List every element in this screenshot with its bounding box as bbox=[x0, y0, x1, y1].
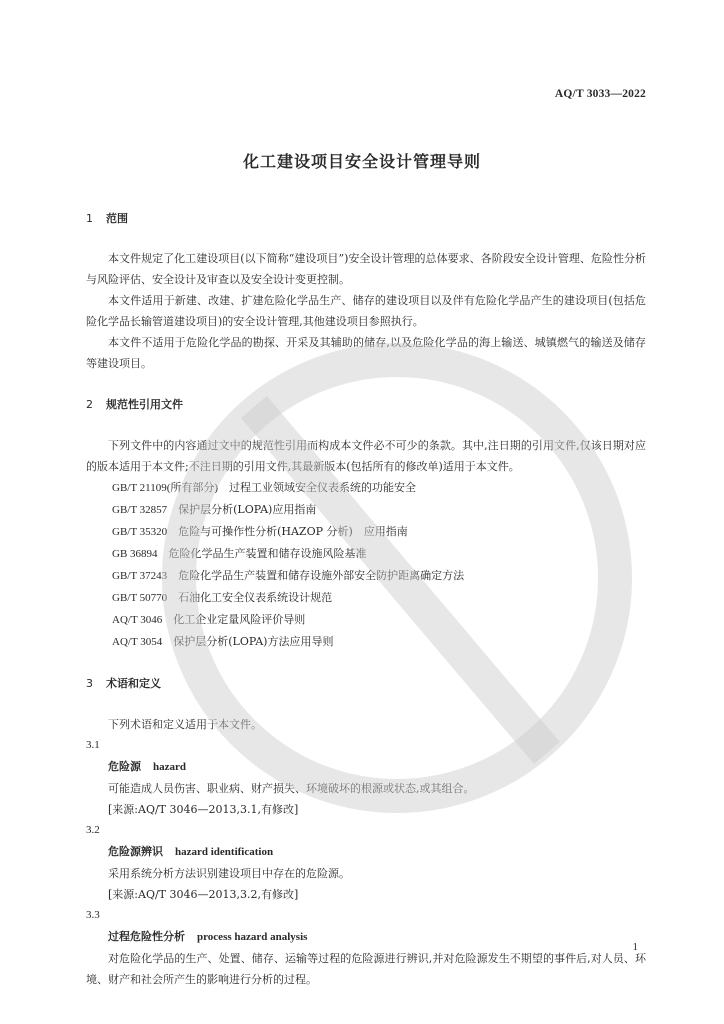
term-definition: 采用系统分析方法识别建设项目中存在的危险源。 bbox=[108, 867, 350, 880]
terms-intro-paragraph: 下列术语和定义适用于本文件。 bbox=[108, 718, 262, 731]
reference-title: 化工企业定量风险评价导则 bbox=[173, 613, 306, 626]
reference-code: AQ/T 3046 bbox=[112, 614, 163, 626]
reference-title: 危险与可操作性分析(HAZOP 分析) 应用指南 bbox=[178, 525, 408, 538]
reference-code: GB/T 50770 bbox=[112, 592, 168, 604]
section-title: 规范性引用文件 bbox=[106, 398, 183, 411]
term-cn: 过程危险性分析 bbox=[108, 930, 185, 943]
reference-item bbox=[86, 609, 646, 631]
term-en: hazard bbox=[153, 761, 186, 773]
term-source: [来源:AQ/T 3046—2013,3.1,有修改] bbox=[108, 803, 299, 816]
reference-title: 危险化学品生产装置和储存设施风险基准 bbox=[168, 547, 367, 560]
term-en: hazard identification bbox=[175, 846, 274, 858]
reference-code: GB/T 37243 bbox=[112, 570, 168, 582]
reference-code: GB/T 21109(所有部分) bbox=[112, 482, 219, 494]
term-heading bbox=[86, 756, 646, 778]
term-number: 3.1 bbox=[86, 739, 100, 751]
reference-code: GB/T 32857 bbox=[112, 504, 168, 516]
section-number: 3 bbox=[86, 677, 93, 690]
scope-paragraph: 本文件适用于新建、改建、扩建危险化学品生产、储存的建设项目以及伴有危险化学品产生的建设项目(包括危险化学品长输管道建设项目)的安全设计管理,其他建设项目参照执行。 bbox=[86, 294, 646, 328]
reference-item bbox=[86, 631, 646, 653]
reference-item bbox=[86, 477, 646, 499]
scope-paragraph: 本文件规定了化工建设项目(以下简称“建设项目”)安全设计管理的总体要求、各阶段安全设计管理、危险性分析与风险评估、安全设计及审查以及安全设计变更控制。 bbox=[86, 252, 646, 286]
term-heading bbox=[86, 841, 646, 863]
term-en: process hazard analysis bbox=[197, 931, 308, 943]
section-number: 2 bbox=[86, 398, 93, 411]
section-heading-normative-references bbox=[86, 394, 646, 415]
term-number: 3.2 bbox=[86, 824, 100, 836]
section-number: 1 bbox=[86, 212, 93, 225]
reference-list bbox=[86, 477, 646, 653]
reference-code: AQ/T 3054 bbox=[112, 636, 163, 648]
reference-item bbox=[86, 565, 646, 587]
term-source: [来源:AQ/T 3046—2013,3.2,有修改] bbox=[108, 888, 299, 901]
term-definition: 可能造成人员伤害、职业病、财产损失、环境破坏的根源或状态,或其组合。 bbox=[108, 782, 475, 795]
term-cn: 危险源辨识 bbox=[108, 845, 163, 858]
reference-item bbox=[86, 521, 646, 543]
reference-title: 过程工业领域安全仪表系统的功能安全 bbox=[229, 481, 417, 494]
reference-title: 保护层分析(LOPA)应用指南 bbox=[178, 503, 317, 516]
term-definition: 对危险化学品的生产、处置、储存、运输等过程的危险源进行辨识,并对危险源发生不期望的事件后,对人员、环境、财产和社会所产生的影响进行分析的过程。 bbox=[86, 952, 646, 986]
reference-title: 石油化工安全仪表系统设计规范 bbox=[178, 591, 333, 604]
term-cn: 危险源 bbox=[108, 760, 141, 773]
document-body bbox=[86, 208, 646, 990]
section-title: 术语和定义 bbox=[106, 677, 161, 690]
reference-code: GB 36894 bbox=[112, 548, 158, 560]
reference-item bbox=[86, 543, 646, 565]
document-title: 化工建设项目安全设计管理导则 bbox=[242, 152, 481, 171]
page-number: 1 bbox=[632, 941, 638, 953]
reference-title: 保护层分析(LOPA)方法应用导则 bbox=[173, 635, 334, 648]
reference-title: 危险化学品生产装置和储存设施外部安全防护距离确定方法 bbox=[178, 569, 465, 582]
normative-intro-paragraph: 下列文件中的内容通过文中的规范性引用而构成本文件必不可少的条款。其中,注日期的引用文件,仅该日期对应的版本适用于本文件;不注日期的引用文件,其最新版本(包括所有的修改单)适用于本文件。 bbox=[86, 439, 646, 473]
section-heading-terms-definitions bbox=[86, 673, 646, 694]
scope-paragraph: 本文件不适用于危险化学品的勘探、开采及其辅助的储存,以及危险化学品的海上输送、城镇燃气的输送及储存等建设项目。 bbox=[86, 336, 646, 370]
term-heading bbox=[86, 926, 646, 948]
term-number: 3.3 bbox=[86, 909, 100, 921]
section-heading-scope bbox=[86, 208, 646, 229]
reference-item bbox=[86, 587, 646, 609]
section-title: 范围 bbox=[106, 212, 128, 225]
reference-item bbox=[86, 499, 646, 521]
reference-code: GB/T 35320 bbox=[112, 526, 168, 538]
standard-code: AQ/T 3033—2022 bbox=[554, 88, 646, 100]
